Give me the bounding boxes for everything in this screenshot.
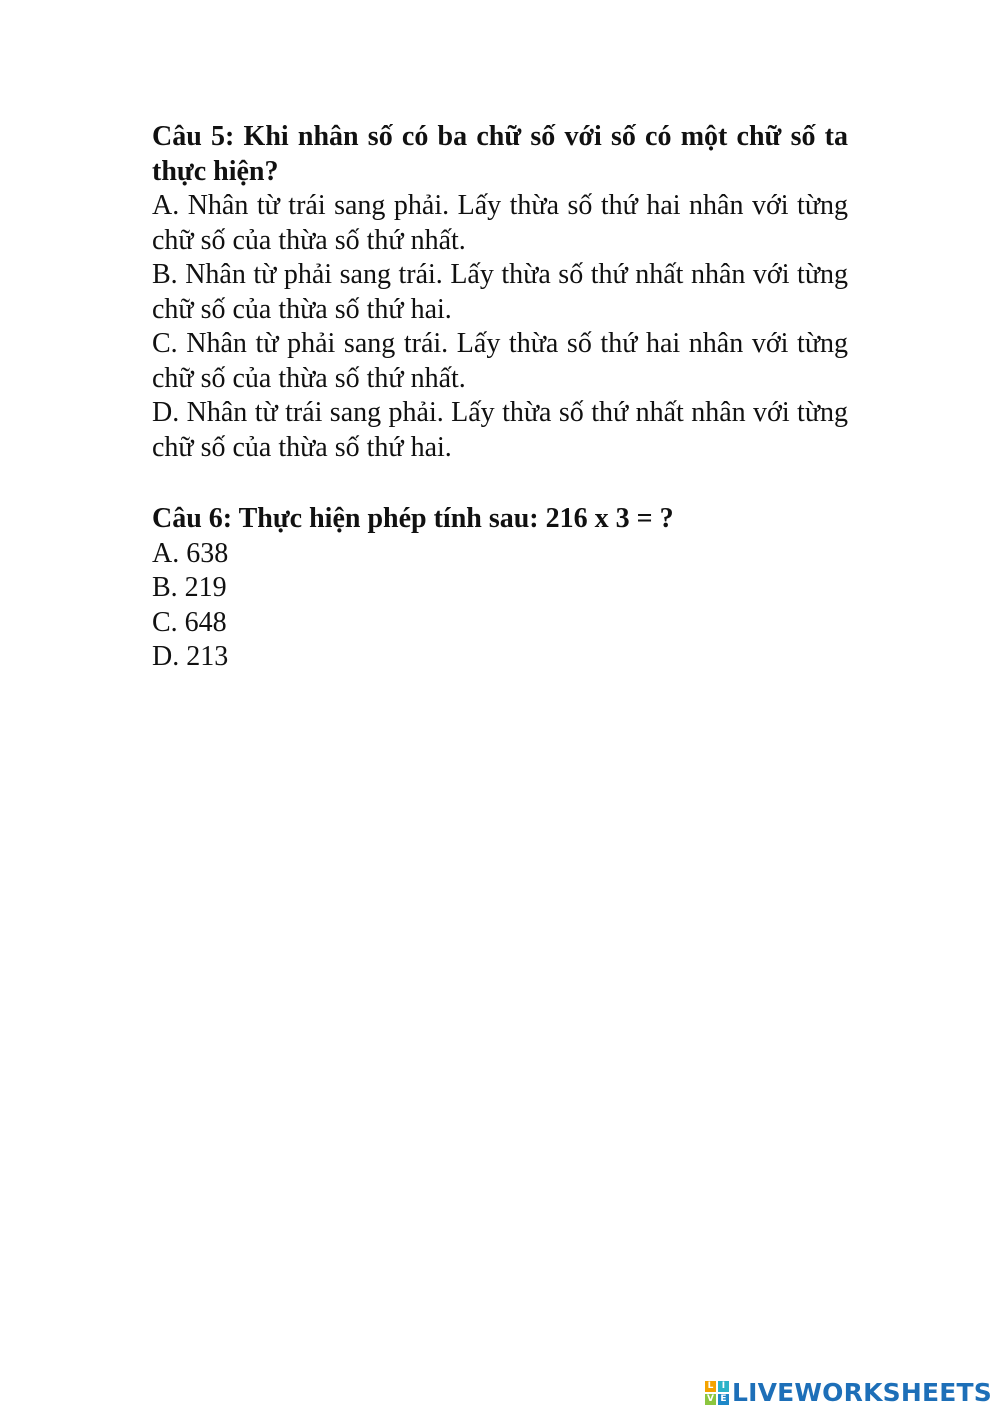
question-5 — [152, 120, 848, 465]
logo-cell: L — [705, 1381, 716, 1392]
question-6 — [152, 502, 848, 675]
logo-cell: V — [705, 1394, 716, 1405]
question-6-option-c: C. 648 — [152, 606, 227, 638]
worksheet-page — [152, 120, 848, 675]
question-5-heading: Câu 5: Khi nhân số có ba chữ số với số có một chữ số ta thực hiện? — [152, 121, 848, 187]
watermark-text: LIVEWORKSHEETS — [731, 1378, 992, 1407]
question-6-option-b: B. 219 — [152, 572, 227, 603]
question-6-heading: Câu 6: Thực hiện phép tính sau: 216 x 3 = ? — [152, 503, 674, 534]
logo-cell: I — [718, 1381, 729, 1392]
question-5-option-a: A. Nhân từ trái sang phải. Lấy thừa số thứ hai nhân với từng chữ số của thừa số thứ nhất. — [152, 190, 848, 256]
question-5-option-b: B. Nhân từ phải sang trái. Lấy thừa số thứ nhất nhân với từng chữ số của thừa số thứ hai. — [152, 259, 848, 325]
liveworksheets-watermark — [705, 1378, 992, 1407]
logo-cell: E — [718, 1394, 729, 1405]
liveworksheets-logo-icon — [705, 1381, 729, 1405]
question-5-option-d: D. Nhân từ trái sang phải. Lấy thừa số thứ nhất nhân với từng chữ số của thừa số thứ hai. — [152, 397, 848, 463]
question-6-option-d: D. 213 — [152, 641, 229, 672]
question-5-option-c: C. Nhân từ phải sang trái. Lấy thừa số thứ hai nhân với từng chữ số của thừa số thứ nhất. — [152, 328, 848, 394]
question-6-option-a: A. 638 — [152, 537, 229, 569]
